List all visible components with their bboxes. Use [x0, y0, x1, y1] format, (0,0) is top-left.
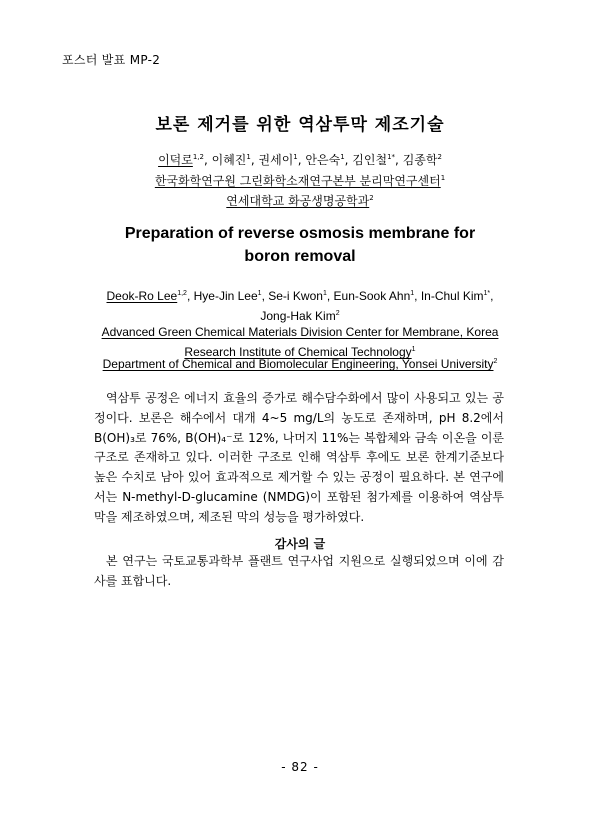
- english-author-sup: 1: [410, 290, 415, 297]
- english-author-name: In-Chul Kim: [420, 289, 484, 303]
- english-author-sup: 2: [335, 310, 340, 317]
- english-author-name: Deok-Ro Lee: [106, 289, 178, 303]
- korean-affiliation-2: [60, 192, 540, 209]
- english-author-sup: 1: [322, 290, 327, 297]
- english-author-separator: ,: [186, 289, 194, 303]
- english-affiliation-1-line-1: Advanced Green Chemical Materials Division Center for Membrane, Korea: [101, 325, 499, 339]
- korean-author-sup: 2: [437, 153, 442, 161]
- korean-author-sup: 1: [340, 153, 345, 161]
- korean-author-separator: ,: [344, 153, 353, 167]
- korean-author-name: 이덕로: [158, 153, 193, 167]
- korean-author-separator: ,: [250, 153, 259, 167]
- english-author-separator: ,: [326, 289, 334, 303]
- korean-author-name: 안은숙: [305, 153, 341, 167]
- english-author-sup: 1,2: [177, 290, 187, 297]
- korean-authors: [60, 151, 540, 168]
- korean-affiliation-1-sup: 1: [440, 174, 446, 182]
- korean-affiliation-1-text: 한국화학연구원 그린화학소재연구본부 분리막연구센터: [154, 174, 441, 188]
- english-author-name: Jong-Hak Kim: [260, 309, 336, 323]
- korean-affiliation-2-sup: 2: [369, 194, 374, 202]
- english-title-line-2: boron removal: [244, 248, 356, 265]
- english-author-name: Eun-Sook Ahn: [333, 289, 411, 303]
- korean-title: 보론 제거를 위한 역삼투막 제조기술: [155, 115, 445, 135]
- korean-author-sup: 1,2: [192, 153, 204, 161]
- korean-author-name: 권세이: [258, 153, 294, 167]
- english-author-name: Hye-Jin Lee: [193, 289, 258, 303]
- english-affiliation-1-sup: 1: [411, 346, 416, 353]
- korean-affiliation-2-text: 연세대학교 화공생명공학과: [226, 194, 370, 208]
- english-affiliation-2-sup: 2: [493, 358, 498, 365]
- english-affiliation-1-line-2: Research Institute of Chemical Technology: [184, 345, 412, 359]
- korean-author-separator: ,: [395, 153, 403, 167]
- abstract-paragraph: 역삼투 공정은 에너지 효율의 증가로 해수담수화에서 많이 사용되고 있는 공정이다. 보론은 해수에서 대개 4~5 mg/L의 농도로 존재하며, pH 8.2에서 B(OH)₃로 76%, B(OH)₄⁻로 12%, 나머지 11%는 복합체와 금속 이온을 이룬 구조로 존재하고 있다. 이러한 구조로 인해 역삼투 후에도 보론 한계기준보다 높은 수치로 남아 있어 효과적으로 제거할 수 있는 공정이 필요하다. 본 연구에서는 N-methyl-D-glucamine (NMDG)이 포함된 첨가제를 이용하여 역삼투막을 제조하였으며, 제조된 막의 성능을 평가하였다.: [94, 391, 504, 524]
- english-author-sup: 1*: [483, 290, 491, 297]
- korean-author-name: 김종학: [402, 153, 438, 167]
- english-author-separator: ,: [261, 289, 269, 303]
- page-number: - 82 -: [281, 760, 319, 774]
- english-affiliation-1: [60, 322, 540, 362]
- english-affiliation-2-text: Department of Chemical and Biomolecular Engineering, Yonsei University: [102, 357, 494, 371]
- korean-author-separator: ,: [203, 153, 212, 167]
- english-affiliation-2: [60, 357, 540, 371]
- korean-author-sup: 1: [246, 153, 251, 161]
- english-author-sup: 1: [257, 290, 262, 297]
- english-author-name: Se-i Kwon: [268, 289, 323, 303]
- acknowledgement-heading: 감사의 글: [274, 537, 326, 551]
- english-authors-line-1: [60, 286, 540, 306]
- english-authors: [60, 286, 540, 326]
- korean-author-name: 김인철: [352, 153, 388, 167]
- english-title: [60, 222, 540, 268]
- session-label: 포스터 발표 MP-2: [62, 53, 161, 67]
- korean-author-sup: 1: [293, 153, 298, 161]
- english-author-separator: ,: [490, 289, 494, 303]
- acknowledgement-paragraph: 본 연구는 국토교통과학부 플랜트 연구사업 지원으로 실행되었으며 이에 감사를 표합니다.: [94, 554, 504, 588]
- korean-author-sup: 1*: [387, 153, 396, 161]
- korean-author-separator: ,: [297, 153, 306, 167]
- korean-author-name: 이혜진: [211, 153, 247, 167]
- english-author-separator: ,: [414, 289, 421, 303]
- english-title-line-1: Preparation of reverse osmosis membrane for: [124, 225, 476, 242]
- korean-affiliation-1: [60, 172, 540, 189]
